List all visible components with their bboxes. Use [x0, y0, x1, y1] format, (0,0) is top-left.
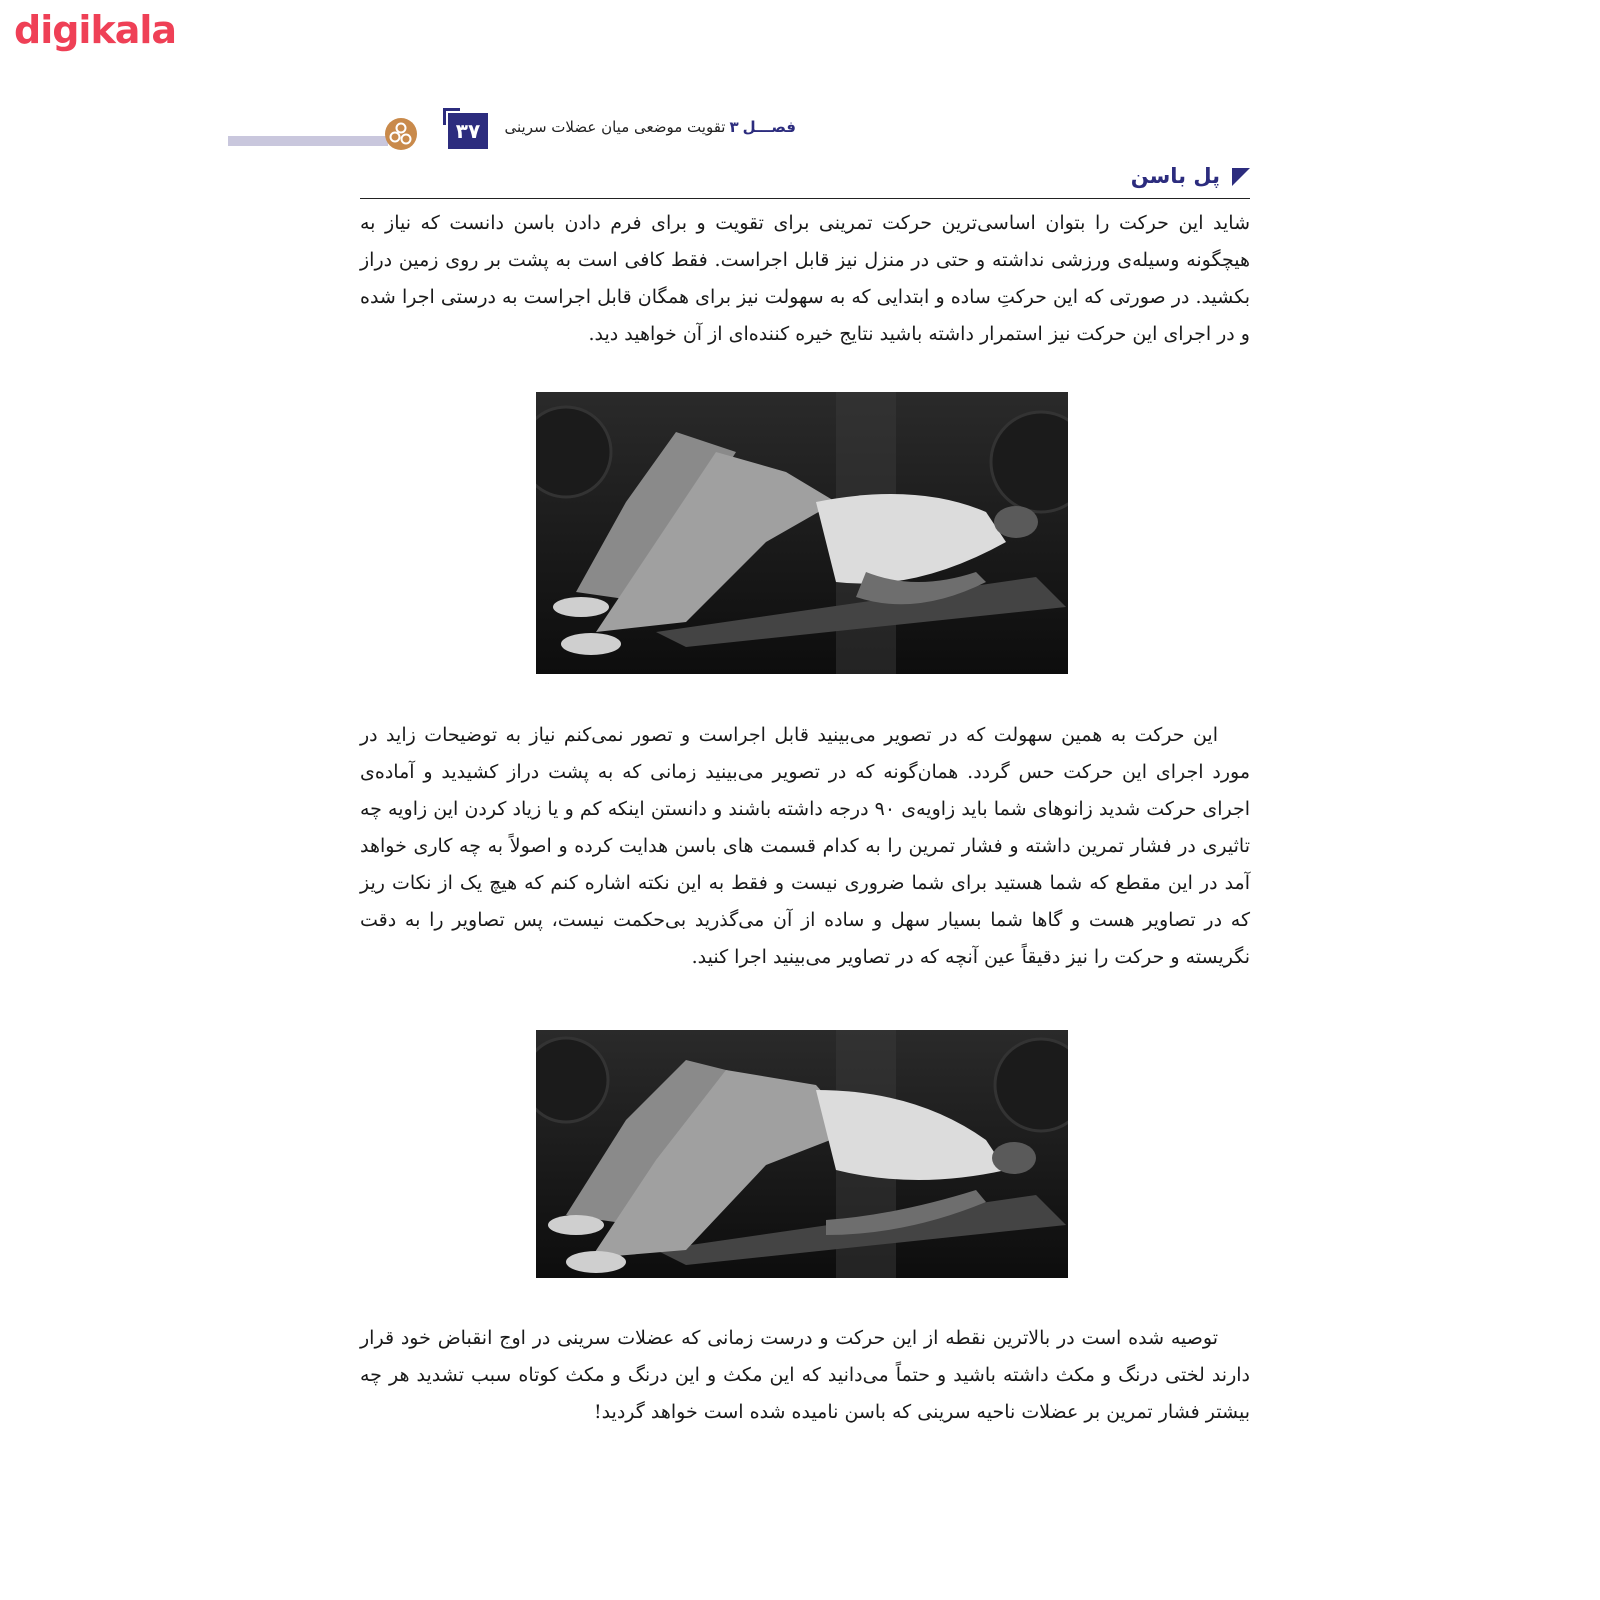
- chapter-word: فصـــل: [742, 118, 796, 136]
- title-marker-icon: [1232, 168, 1250, 186]
- closing-paragraph: توصیه شده است در بالاترین نقطه از این حرکت و درست زمانی که عضلات سرینی در اوج انقباض خود قرار دارند لختی درنگ و مکث داشته باشید و حتماً می‌دانید که این مکث و این درنگ و مکث کوتاه سبب تشدید هر چه بیشتر فشار تمرین بر عضلات ناحیه سرینی که باسن نامیده شده است خواهد گردید!: [360, 1327, 1250, 1423]
- chapter-number: ۳: [729, 118, 739, 136]
- intro-paragraph: شاید این حرکت را بتوان اساسی‌ترین حرکت تمرینی برای تقویت و برای فرم دادن باسن دانست که نیاز به هیچگونه وسیله‌ی ورزشی نداشته و حتی در منزل نیز قابل اجراست. فقط کافی است به پشت بر روی زمین دراز بکشید. در صورتی که این حرکتِ ساده و ابتدایی که به سهولت نیز برای همگان قابل اجراست به درستی اجرا شده و در اجرای این حرکت نیز استمرار داشته باشید نتایج خیره کننده‌ای از آن خواهید دید.: [360, 212, 1250, 345]
- section-title-text: پل باسن: [1130, 164, 1220, 188]
- section-title: [360, 164, 1250, 188]
- digikala-logo[interactable]: digikala: [14, 8, 177, 52]
- chapter-heading: [496, 118, 796, 136]
- middle-paragraph: این حرکت به همین سهولت که در تصویر می‌بینید قابل اجراست و تصور نمی‌کنم نیاز به توضیحات زاید در مورد اجرای این حرکت حس گردد. همان‌گونه که در تصویر می‌بینید زمانی که به پشت دراز کشیدید و آماده‌ی اجرای حرکت شدید زانوهای شما باید زاویه‌ی ۹۰ درجه داشته باشند و دانستن اینکه کم و یا زیاد کردن این زاویه چه تاثیری در فشار تمرین داشته و فشار تمرین را به کدام قسمت های باسن هدایت کرده و اصولاً به چه کاری خواهد آمد در این مقطع که شما هستید برای شما ضروری نیست و فقط به این نکته اشاره کنم که هیچ یک از نکات ریز که در تصاویر هست و گاها شما بسیار سهل و ساده از آن می‌گذرید بی‌حکمت نیست، پس تصاویر را به دقت نگریسته و حرکت را نیز دقیقاً عین آنچه که در تصاویر می‌بینید اجرا کنید.: [360, 724, 1250, 968]
- chapter-title: تقویت موضعی میان عضلات سرینی: [504, 118, 726, 136]
- glute-bridge-start-photo: [536, 392, 1068, 674]
- page-number: ۳۷: [448, 113, 488, 149]
- chapter-emblem-icon: [385, 118, 417, 150]
- glute-bridge-top-photo: [536, 1030, 1068, 1278]
- header-decorative-bar: [228, 136, 388, 146]
- title-divider: [360, 198, 1250, 199]
